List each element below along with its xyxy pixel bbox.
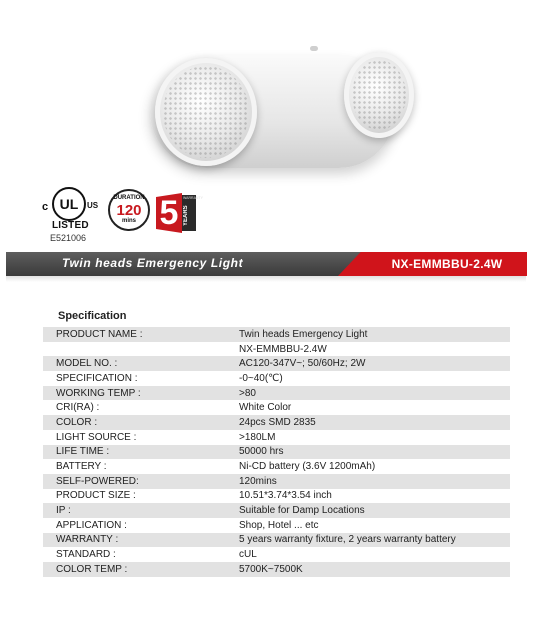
spec-row xyxy=(43,503,510,518)
ul-c-mark: c xyxy=(42,201,49,213)
spec-row xyxy=(43,327,510,342)
spec-row xyxy=(43,489,510,504)
duration-badge xyxy=(108,189,150,231)
ul-listed-badge xyxy=(42,187,106,243)
warranty-years-badge xyxy=(156,193,203,233)
lamp-seam xyxy=(310,46,318,51)
spec-value: cUL xyxy=(239,549,257,561)
spec-row xyxy=(43,474,510,489)
spec-value: Shop, Hotel ... etc xyxy=(239,519,319,531)
spec-value: NX-EMMBBU-2.4W xyxy=(239,343,327,355)
spec-value: Suitable for Damp Locations xyxy=(239,505,365,517)
title-bar xyxy=(0,252,533,276)
ul-us-mark: US xyxy=(87,201,99,210)
spec-value: AC120-347V~; 50/60Hz; 2W xyxy=(239,358,366,370)
spec-label: STANDARD : xyxy=(56,549,116,561)
spec-label: BATTERY : xyxy=(56,461,107,473)
spec-label: PRODUCT NAME : xyxy=(56,328,143,340)
title-bar-shadow xyxy=(6,276,526,282)
spec-label: PRODUCT SIZE : xyxy=(56,490,136,502)
spec-value: 50000 hrs xyxy=(239,446,284,458)
spec-value: 120mins xyxy=(239,475,277,487)
duration-unit: mins xyxy=(121,218,136,224)
spec-value: Ni-CD battery (3.6V 1200mAh) xyxy=(239,461,376,473)
spec-label: COLOR : xyxy=(56,416,98,428)
spec-table xyxy=(43,327,510,577)
spec-label: SPECIFICATION : xyxy=(56,372,138,384)
ul-logo-icon: UL xyxy=(52,187,86,221)
ul-listed-label: LISTED xyxy=(52,220,89,231)
spec-value: -0~40(℃) xyxy=(239,372,283,384)
spec-row xyxy=(43,459,510,474)
spec-value: 5 years warranty fixture, 2 years warranty battery xyxy=(239,534,456,546)
spec-label: APPLICATION : xyxy=(56,519,127,531)
spec-row xyxy=(43,430,510,445)
spec-value: Twin heads Emergency Light xyxy=(239,328,368,340)
spec-value: White Color xyxy=(239,402,292,414)
spec-label: MODEL NO. : xyxy=(56,358,118,370)
warranty-badge-small-text: WARRANTY xyxy=(183,196,203,200)
spec-value: 24pcs SMD 2835 xyxy=(239,416,316,428)
spec-row xyxy=(43,518,510,533)
spec-label: WORKING TEMP : xyxy=(56,387,141,399)
spec-label: IP : xyxy=(56,505,71,517)
spec-row xyxy=(43,356,510,371)
spec-row xyxy=(43,415,510,430)
warranty-years-number: 5 xyxy=(159,194,179,232)
product-photo xyxy=(0,0,533,185)
spec-value: 10.51*3.74*3.54 inch xyxy=(239,490,332,502)
duration-value: 120 xyxy=(116,202,142,219)
spec-row xyxy=(43,562,510,577)
model-number: NX-EMMBBU-2.4W xyxy=(391,257,503,271)
spec-heading: Specification xyxy=(58,310,127,322)
spec-value: >180LM xyxy=(239,431,276,443)
lamp-head-left xyxy=(155,58,257,166)
spec-row xyxy=(43,342,510,357)
duration-label: DURATION xyxy=(113,195,145,201)
spec-label: COLOR TEMP : xyxy=(56,563,128,575)
ul-file-number: E521006 xyxy=(50,233,87,243)
product-title: Twin heads Emergency Light xyxy=(62,256,244,270)
spec-label: LIGHT SOURCE : xyxy=(56,431,137,443)
spec-label: SELF-POWERED: xyxy=(56,475,139,487)
spec-label: WARRANTY : xyxy=(56,534,119,546)
spec-value: 5700K~7500K xyxy=(239,563,303,575)
spec-row xyxy=(43,386,510,401)
spec-label: CRI(RA) : xyxy=(56,402,100,414)
spec-row xyxy=(43,533,510,548)
spec-row xyxy=(43,400,510,415)
spec-label: LIFE TIME : xyxy=(56,446,110,458)
spec-row xyxy=(43,445,510,460)
spec-value: >80 xyxy=(239,387,256,399)
spec-row xyxy=(43,371,510,386)
warranty-years-word: YEARS xyxy=(183,205,189,227)
lamp-head-right xyxy=(344,52,414,138)
spec-row xyxy=(43,547,510,562)
